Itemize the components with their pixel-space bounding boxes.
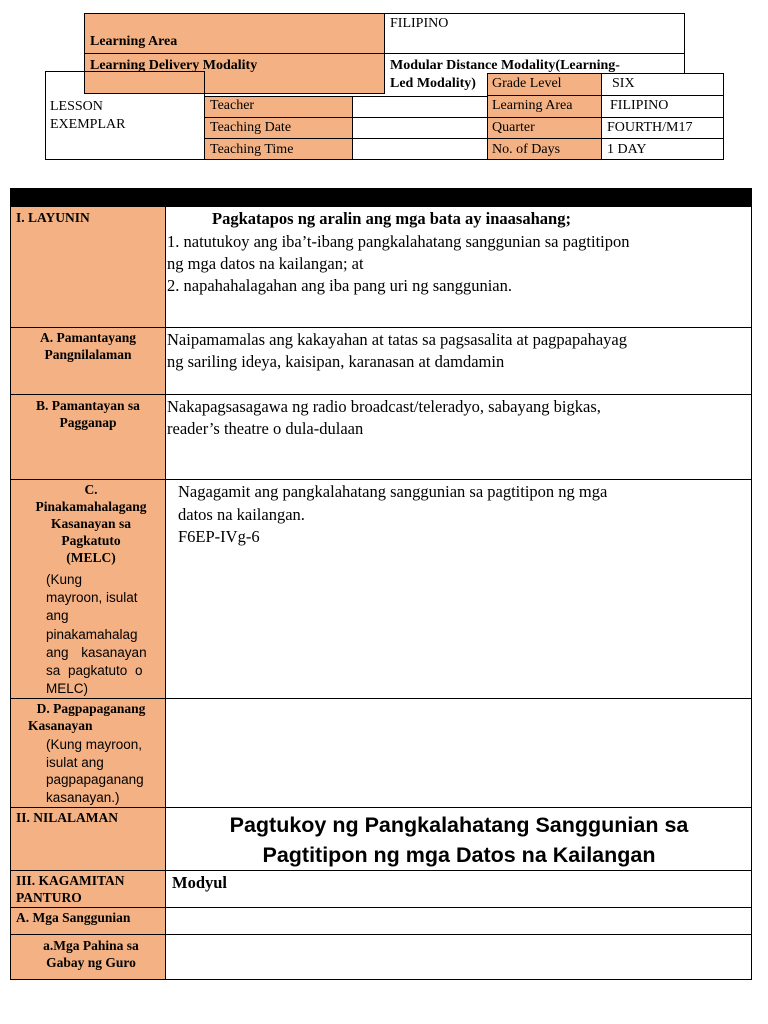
pamantayan-sa-pagganap-label: B. Pamantayan sa Pagganap — [36, 398, 140, 430]
gabay-label: a.Mga Pahina sa Gabay ng Guro — [43, 938, 139, 970]
top-learning-area-value: FILIPINO — [390, 16, 449, 31]
top-modality-label: Learning Delivery Modality — [90, 58, 258, 73]
pagpapaganang-kasanayan-note: (Kung mayroon, isulat ang pagpapaganang kasanayan.) — [46, 737, 144, 805]
grade-level-label: Grade Level — [492, 76, 562, 91]
layunin-label: I. LAYUNIN — [16, 210, 90, 225]
row-divider — [10, 394, 752, 395]
pamantayang-pangnilalaman-line2: ng sariling ideya, kaisipan, karanasan at damdamin — [167, 352, 505, 371]
mga-sanggunian-label: A. Mga Sanggunian — [16, 910, 131, 925]
kagamitan-label: III. KAGAMITAN PANTURO — [16, 873, 125, 905]
days-label: No. of Days — [492, 142, 561, 157]
row-divider — [10, 907, 752, 908]
nilalaman-label: II. NILALAMAN — [16, 810, 119, 825]
layunin-line1: 1. natutukoy ang iba’t-ibang pangkalahatang sanggunian sa pagtitipon — [167, 232, 630, 251]
pamantayang-pangnilalaman-label: A. Pamantayang Pangnilalaman — [39, 330, 136, 362]
layunin-heading: Pagkatapos ng aralin ang mga bata ay inaasahang; — [212, 209, 571, 228]
teaching-date-value-cell[interactable] — [352, 117, 488, 139]
melc-note: (Kung mayroon, isulat ang pinakamahalag ang kasanayan sa pagkatuto o MELC) — [46, 572, 147, 697]
pamantayang-pangnilalaman-line1: Naipamamalas ang kakayahan at tatas sa pagsasalita at pagpapahayag — [167, 330, 627, 349]
melc-code: F6EP-IVg-6 — [178, 527, 260, 546]
teaching-date-label: Teaching Date — [210, 120, 292, 135]
melc-line2: datos na kailangan. — [178, 505, 305, 524]
row-divider — [10, 870, 752, 871]
layunin-line2: ng mga datos na kailangan; at — [167, 254, 364, 273]
row-divider — [10, 807, 752, 808]
table-header-bar — [10, 188, 752, 207]
melc-label: C. Pinakamahalagang Kasanayan sa Pagkatuto (MELC) — [35, 482, 147, 565]
lesson-exemplar-title-cell — [45, 71, 205, 160]
row-divider — [10, 934, 752, 935]
quarter-label: Quarter — [492, 120, 535, 135]
days-value: 1 DAY — [607, 142, 647, 157]
nilalaman-title: Pagtukoy ng Pangkalahatang Sanggunian sa Pagtitipon ng mga Datos na Kailangan — [229, 813, 689, 867]
lesson-exemplar-title-line2: EXEMPLAR — [50, 117, 126, 132]
layunin-line3: 2. napahahalagahan ang iba pang uri ng sanggunian. — [167, 276, 513, 295]
teaching-time-label: Teaching Time — [210, 142, 294, 157]
learning-area-label: Learning Area — [492, 98, 573, 113]
quarter-value: FOURTH/M17 — [607, 120, 693, 135]
row-divider — [10, 479, 752, 480]
learning-area-value: FILIPINO — [610, 98, 669, 113]
row-divider — [10, 327, 752, 328]
kagamitan-value: Modyul — [172, 873, 228, 892]
teaching-time-value-cell[interactable] — [352, 138, 488, 160]
top-modality-value-line1: Modular Distance Modality(Learning- — [390, 58, 620, 73]
teacher-label: Teacher — [210, 98, 255, 113]
grade-level-value: SIX — [612, 76, 635, 91]
teacher-value-cell[interactable] — [352, 96, 488, 118]
pagpapaganang-kasanayan-label: D. Pagpapaganang Kasanayan — [28, 701, 146, 733]
lesson-exemplar-title-line1: LESSON — [50, 99, 103, 114]
pamantayan-sa-pagganap-line2: reader’s theatre o dula-dulaan — [167, 419, 364, 438]
pamantayan-sa-pagganap-line1: Nakapagsasagawa ng radio broadcast/teleradyo, sabayang bigkas, — [167, 397, 601, 416]
top-modality-value-line2: Led Modality) — [390, 76, 476, 91]
melc-line1: Nagagamit ang pangkalahatang sanggunian sa pagtitipon ng mga — [178, 482, 608, 501]
top-learning-area-label: Learning Area — [90, 34, 178, 49]
